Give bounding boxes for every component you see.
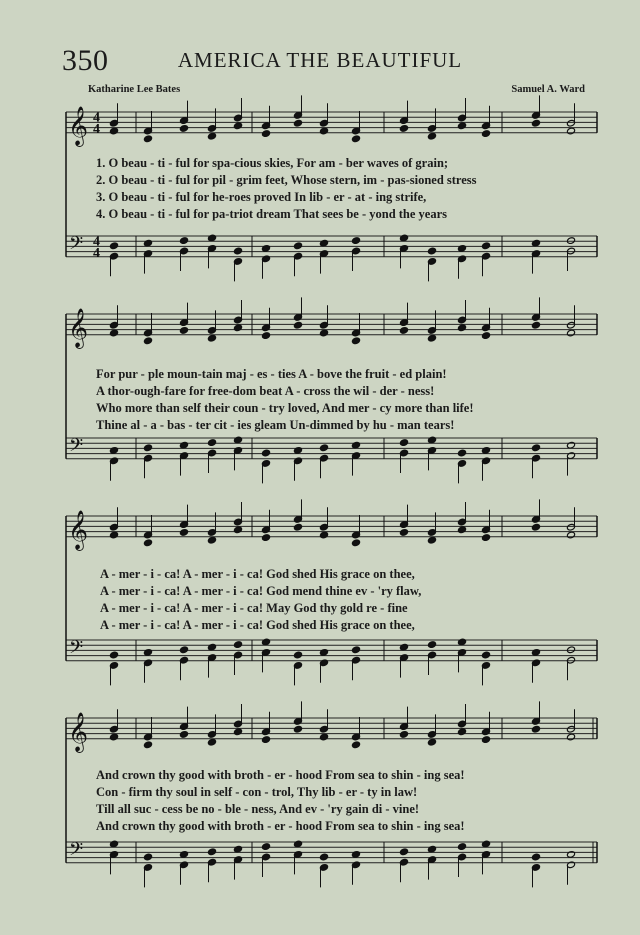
note-head [208, 848, 217, 856]
note-head [352, 539, 361, 547]
note-head [262, 843, 271, 851]
lyrics-block-3 [100, 566, 597, 634]
note-head [180, 441, 189, 449]
note-head [294, 242, 303, 250]
note-head [262, 130, 271, 138]
note-head [208, 132, 217, 140]
note-head [400, 848, 409, 856]
note-head [208, 738, 217, 746]
note-head [180, 529, 189, 537]
composer-credit: Samuel A. Ward [511, 84, 585, 95]
note-head [458, 245, 467, 253]
note-head [234, 641, 243, 649]
note-head [567, 329, 576, 337]
note-head [532, 119, 541, 127]
lyrics-block-4 [96, 767, 597, 835]
note-head [144, 135, 153, 143]
lyrics-block-2 [96, 366, 597, 434]
note-head [567, 237, 576, 245]
note-head [400, 731, 409, 739]
note-head [458, 122, 467, 130]
note-head [567, 441, 576, 449]
lyric-line: For pur - ple moun-tain maj - es - ties A - bove the fruit - ed plain! [96, 367, 447, 381]
note-head [428, 738, 437, 746]
lyric-line: Who more than self their coun - try loved, And mer - cy more than life! [96, 401, 474, 415]
note-head [234, 436, 243, 444]
time-sig-bass-bottom: 4 [93, 245, 100, 261]
note-head [234, 728, 243, 736]
treble-clef-icon: 𝄞 [68, 105, 89, 146]
note-head [144, 239, 153, 247]
lyric-line: 2. O beau - ti - ful for pil - grim feet, Whose stern, im - pas-sioned stress [96, 173, 477, 187]
note-head [320, 853, 329, 861]
note-head [180, 851, 189, 859]
note-head [532, 853, 541, 861]
note-head [144, 649, 153, 657]
note-head [180, 646, 189, 654]
note-head [400, 529, 409, 537]
note-head [262, 736, 271, 744]
music-system-4 [66, 712, 597, 897]
note-head [208, 334, 217, 342]
note-head [482, 447, 491, 455]
music-system-3 [66, 510, 597, 695]
note-head [482, 651, 491, 659]
note-head [110, 329, 119, 337]
note-head [144, 337, 153, 345]
hymn-number: 350 [62, 44, 109, 77]
note-head [428, 132, 437, 140]
note-head [234, 324, 243, 332]
lyric-line: A - mer - i - ca! A - mer - i - ca! God mend thine ev - 'ry flaw, [100, 584, 422, 598]
note-head [532, 725, 541, 733]
lyric-line: Con - firm thy soul in self - con - trol, Thy lib - er - ty in law! [96, 785, 418, 799]
note-head [320, 649, 329, 657]
time-sig-treble-bottom: 4 [93, 121, 100, 137]
treble-clef-icon: 𝄞 [68, 711, 89, 752]
note-head [567, 127, 576, 135]
note-head [320, 239, 329, 247]
note-head [482, 242, 491, 250]
note-head [428, 334, 437, 342]
note-head [567, 531, 576, 539]
note-head [208, 536, 217, 544]
note-head [428, 436, 437, 444]
note-head [110, 531, 119, 539]
note-head [208, 643, 217, 651]
bass-clef-icon: 𝄢 [69, 839, 84, 865]
note-head [110, 733, 119, 741]
note-head [208, 439, 217, 447]
note-head [567, 733, 576, 741]
note-head [234, 247, 243, 255]
note-head [234, 526, 243, 534]
note-head [180, 237, 189, 245]
note-head [532, 239, 541, 247]
treble-clef-icon: 𝄞 [68, 307, 89, 348]
note-head [532, 321, 541, 329]
note-head [294, 119, 303, 127]
note-head [144, 853, 153, 861]
note-head [352, 337, 361, 345]
note-head [320, 444, 329, 452]
note-head [400, 327, 409, 335]
time-sig-treble-top: 4 [93, 110, 100, 126]
lyric-line: A - mer - i - ca! A - mer - i - ca! God shed His grace on thee, [100, 567, 415, 581]
note-head [352, 851, 361, 859]
lyric-line: 3. O beau - ti - ful for he-roes proved In lib - er - at - ing strife, [96, 190, 427, 204]
note-head [567, 851, 576, 859]
bass-clef-icon: 𝄢 [69, 233, 84, 259]
lyric-line: 4. O beau - ti - ful for pa-triot dream That sees be - yond the years [96, 207, 448, 221]
note-head [262, 449, 271, 457]
lyricist-credit: Katharine Lee Bates [88, 84, 181, 95]
lyric-line: A thor-ough-fare for free-dom beat A - cross the wil - der - ness! [96, 384, 435, 398]
note-head [294, 447, 303, 455]
note-head [294, 840, 303, 848]
note-head [400, 234, 409, 242]
note-head [482, 736, 491, 744]
time-sig-bass-top: 4 [93, 234, 100, 250]
note-head [482, 840, 491, 848]
note-head [458, 638, 467, 646]
note-head [294, 523, 303, 531]
treble-clef-icon: 𝄞 [68, 509, 89, 550]
note-head [110, 651, 119, 659]
lyric-line: A - mer - i - ca! A - mer - i - ca! May God thy gold re - fine [100, 601, 408, 615]
note-head [458, 843, 467, 851]
note-head [262, 332, 271, 340]
note-head [110, 447, 119, 455]
note-head [144, 741, 153, 749]
note-head [428, 845, 437, 853]
note-head [567, 646, 576, 654]
note-head [352, 237, 361, 245]
note-head [458, 449, 467, 457]
note-head [320, 531, 329, 539]
note-head [208, 234, 217, 242]
note-head [262, 638, 271, 646]
bass-clef-icon: 𝄢 [69, 435, 84, 461]
music-system-2 [66, 308, 597, 493]
note-head [352, 441, 361, 449]
note-head [482, 534, 491, 542]
lyric-line: Thine al - a - bas - ter cit - ies gleam Un-dimmed by hu - man tears! [96, 418, 455, 432]
note-head [144, 444, 153, 452]
note-head [400, 439, 409, 447]
note-head [428, 641, 437, 649]
music-system-1 [66, 106, 597, 291]
note-head [532, 444, 541, 452]
note-head [458, 324, 467, 332]
note-head [180, 125, 189, 133]
note-head [294, 725, 303, 733]
note-head [110, 242, 119, 250]
note-head [458, 526, 467, 534]
note-head [234, 122, 243, 130]
note-head [234, 845, 243, 853]
note-head [532, 523, 541, 531]
note-head [352, 135, 361, 143]
note-head [352, 741, 361, 749]
note-head [110, 127, 119, 135]
note-head [294, 651, 303, 659]
note-head [400, 643, 409, 651]
note-head [320, 127, 329, 135]
lyric-line: Till all suc - cess be no - ble - ness, And ev - 'ry gain di - vine! [96, 802, 420, 816]
note-head [320, 733, 329, 741]
lyric-line: And crown thy good with broth - er - hood From sea to shin - ing sea! [96, 768, 465, 782]
lyric-line: 1. O beau - ti - ful for spa-cious skies, For am - ber waves of grain; [96, 156, 449, 170]
note-head [458, 728, 467, 736]
note-head [180, 327, 189, 335]
note-head [144, 539, 153, 547]
note-head [180, 731, 189, 739]
note-head [428, 536, 437, 544]
note-head [352, 646, 361, 654]
lyric-line: And crown thy good with broth - er - hood From sea to shin - ing sea! [96, 819, 465, 833]
note-head [482, 130, 491, 138]
bass-clef-icon: 𝄢 [69, 637, 84, 663]
note-head [532, 649, 541, 657]
lyrics-block-1 [96, 155, 597, 223]
lyric-line: A - mer - i - ca! A - mer - i - ca! God shed His grace on thee, [100, 618, 415, 632]
note-head [428, 247, 437, 255]
note-head [262, 245, 271, 253]
note-head [482, 332, 491, 340]
note-head [320, 329, 329, 337]
note-head [400, 125, 409, 133]
note-head [110, 840, 119, 848]
note-head [294, 321, 303, 329]
note-head [262, 534, 271, 542]
hymn-title: AMERICA THE BEAUTIFUL [177, 48, 463, 72]
